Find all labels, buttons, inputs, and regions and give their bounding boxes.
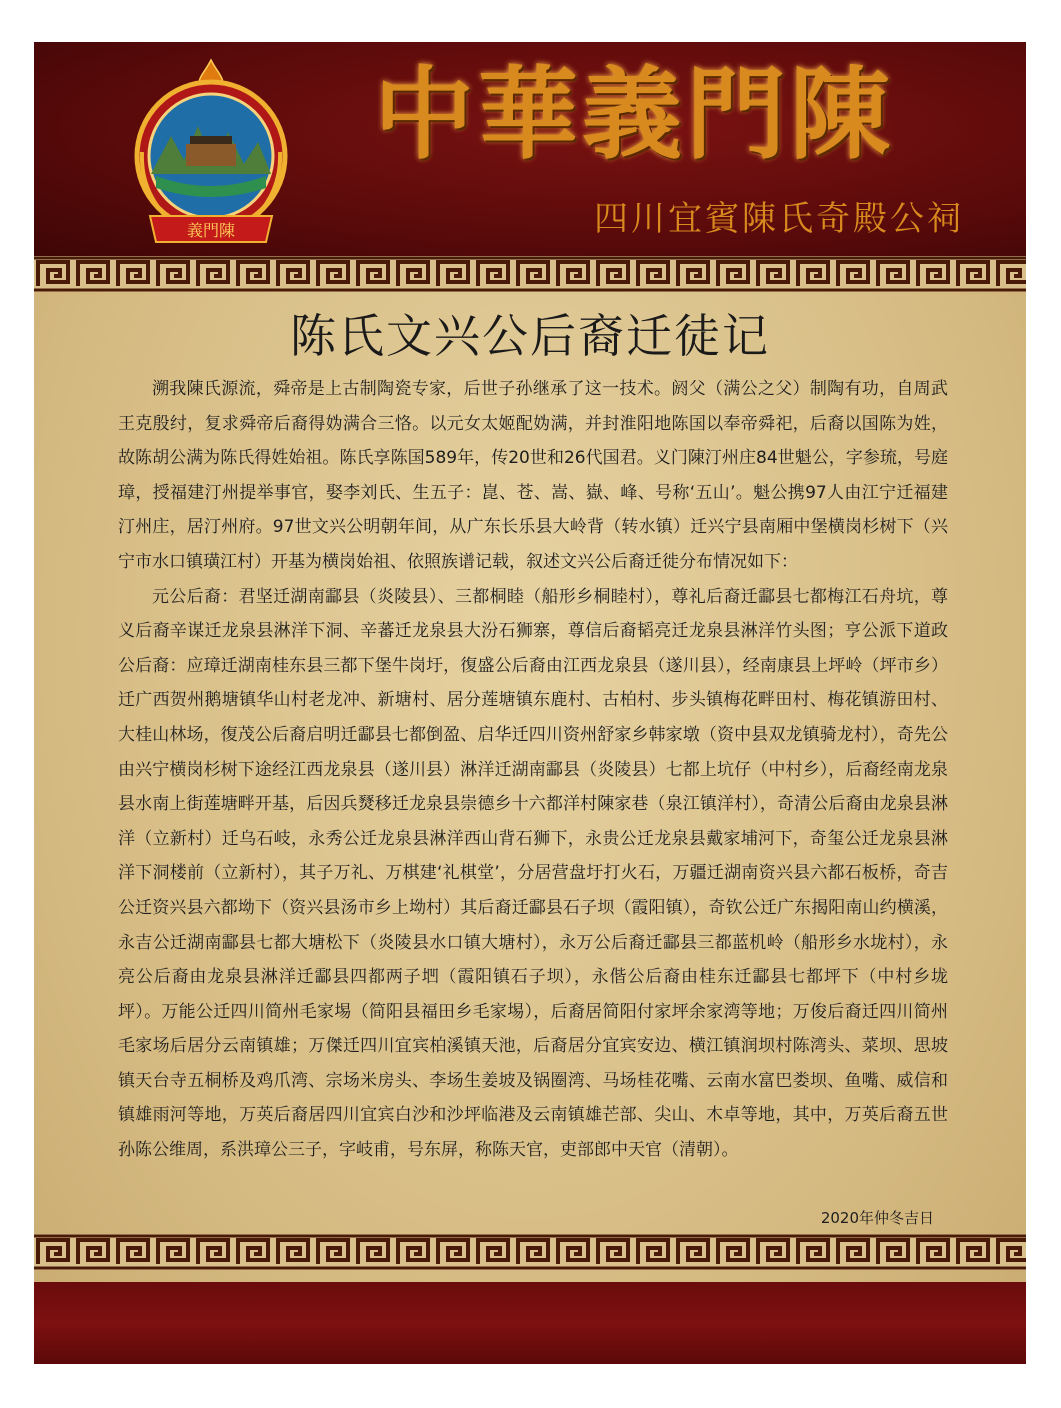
clan-emblem-icon — [126, 56, 296, 252]
fret-border-bottom — [34, 1234, 1026, 1270]
paragraph-migration: 元公后裔：君坚迁湖南酃县（炎陵县）、三都桐睦（船形乡桐睦村），尊礼后裔迁酃县七都梅江石舟坑，尊义后裔辛谋迁龙泉县淋洋下洞、辛蕃迁龙泉县大汾石狮寨，尊信后裔韬亮迁龙泉县淋洋竹头图；亨公派下道政公后裔：应璋迁湖南桂东县三都下堡牛岗圩，復盛公后裔由江西龙泉县（遂川县），经南康县上坪岭（坪市乡）迁广西贺州鹅塘镇华山村老龙冲、新塘村、居分莲塘镇东鹿村、古柏村、步头镇梅花畔田村、梅花镇游田村、大桂山林场，復茂公后裔启明迁酃县七都倒盈、启华迁四川资州舒家乡韩家墩（资中县双龙镇骑龙村），奇先公由兴宁横岗杉树下途经江西龙泉县（遂川县）淋洋迁湖南酃县（炎陵县）七都上坑仔（中村乡），后裔经南龙泉县水南上街莲塘畔开基，后因兵燹移迁龙泉县崇德乡十六都洋村陳家巷（泉江镇洋村），奇清公后裔由龙泉县淋洋（立新村）迁乌石岐，永秀公迁龙泉县淋洋西山背石狮下，永贵公迁龙泉县戴家埔河下，奇玺公迁龙泉县淋洋下洞楼前（立新村），其子万礼、万棋建‘礼棋堂’，分居营盘圩打火石，万疆迁湖南资兴县六都石板桥，奇吉公迁资兴县六都坳下（资兴县汤市乡上坳村）其后裔迁酃县石子坝（霞阳镇），奇钦公迁广东揭阳南山约横溪，永吉公迁湖南酃县七都大塘松下（炎陵县水口镇大塘村），永万公后裔迁酃县三都蓝机岭（船形乡水垅村），永亮公后裔由龙泉县淋洋迁酃县四都两子垇（霞阳镇石子坝），永偕公后裔由桂东迁酃县七都坪下（中村乡垅坪）。万能公迁四川简州毛家埸（简阳县福田乡毛家埸），后裔居简阳付家坪余家湾等地；万俊后裔迁四川简州毛家场后居分云南镇雄；万傑迁四川宜宾柏溪镇天池，后裔居分宜宾安边、横江镇润坝村陈湾头、菜坝、思坡镇天台寺五桐桥及鸡爪湾、宗场米房头、李场生姜坡及锅圈湾、马场桂花嘴、云南水富巴娄坝、鱼嘴、威信和镇雄雨河等地，万英后裔居四川宜宾白沙和沙坪临港及云南镇雄芒部、尖山、木卓等地，其中，万英后裔五世孙陈公维周，系洪璋公三子，字岐甫，号东屏，称陈天官，吏部郎中天官（清朝）。 — [118, 586, 948, 1161]
clan-title: 中華義門陳 — [374, 55, 894, 173]
ancestral-hall-subtitle: 四川宜賓陳氏奇殿公祠 — [594, 199, 964, 239]
poster — [34, 42, 1026, 1364]
document-title: 陈氏文兴公后裔迁徒记 — [290, 309, 770, 363]
document-body — [118, 372, 948, 1168]
emblem-ribbon-text: 義門陳 — [186, 221, 236, 240]
header-banner — [34, 42, 1026, 256]
paragraph-origin: 溯我陳氏源流，舜帝是上古制陶瓷专家，后世子孙继承了这一技术。阏父（满公之父）制陶有功，自周武王克殷纣，复求舜帝后裔得妫满合三恪。以元女太姬配妫满，并封淮阳地陈国以奉帝舜祀，后裔以国陈为姓，故陈胡公满为陈氏得姓始祖。陈氏享陈国589年，传20世和26代国君。义门陳汀州庄84世魁公，字参琉，号庭璋，授福建汀州提举事官，娶李刘氏、生五子：崑、苍、嵩、嶽、峰、号称‘五山’。魁公携97人由江宁迁福建汀州庄，居汀州府。97世文兴公明朝年间，从广东长乐县大岭背（转水镇）迁兴宁县南厢中堡横岗杉树下（兴宁市水口镇璜江村）开基为横岗始祖、依照族谱记载，叙述文兴公后裔迁徙分布情况如下： — [118, 379, 948, 572]
document-date: 2020年仲冬吉日 — [820, 1209, 934, 1227]
fret-border-top — [34, 256, 1026, 292]
footer-banner — [34, 1282, 1026, 1364]
